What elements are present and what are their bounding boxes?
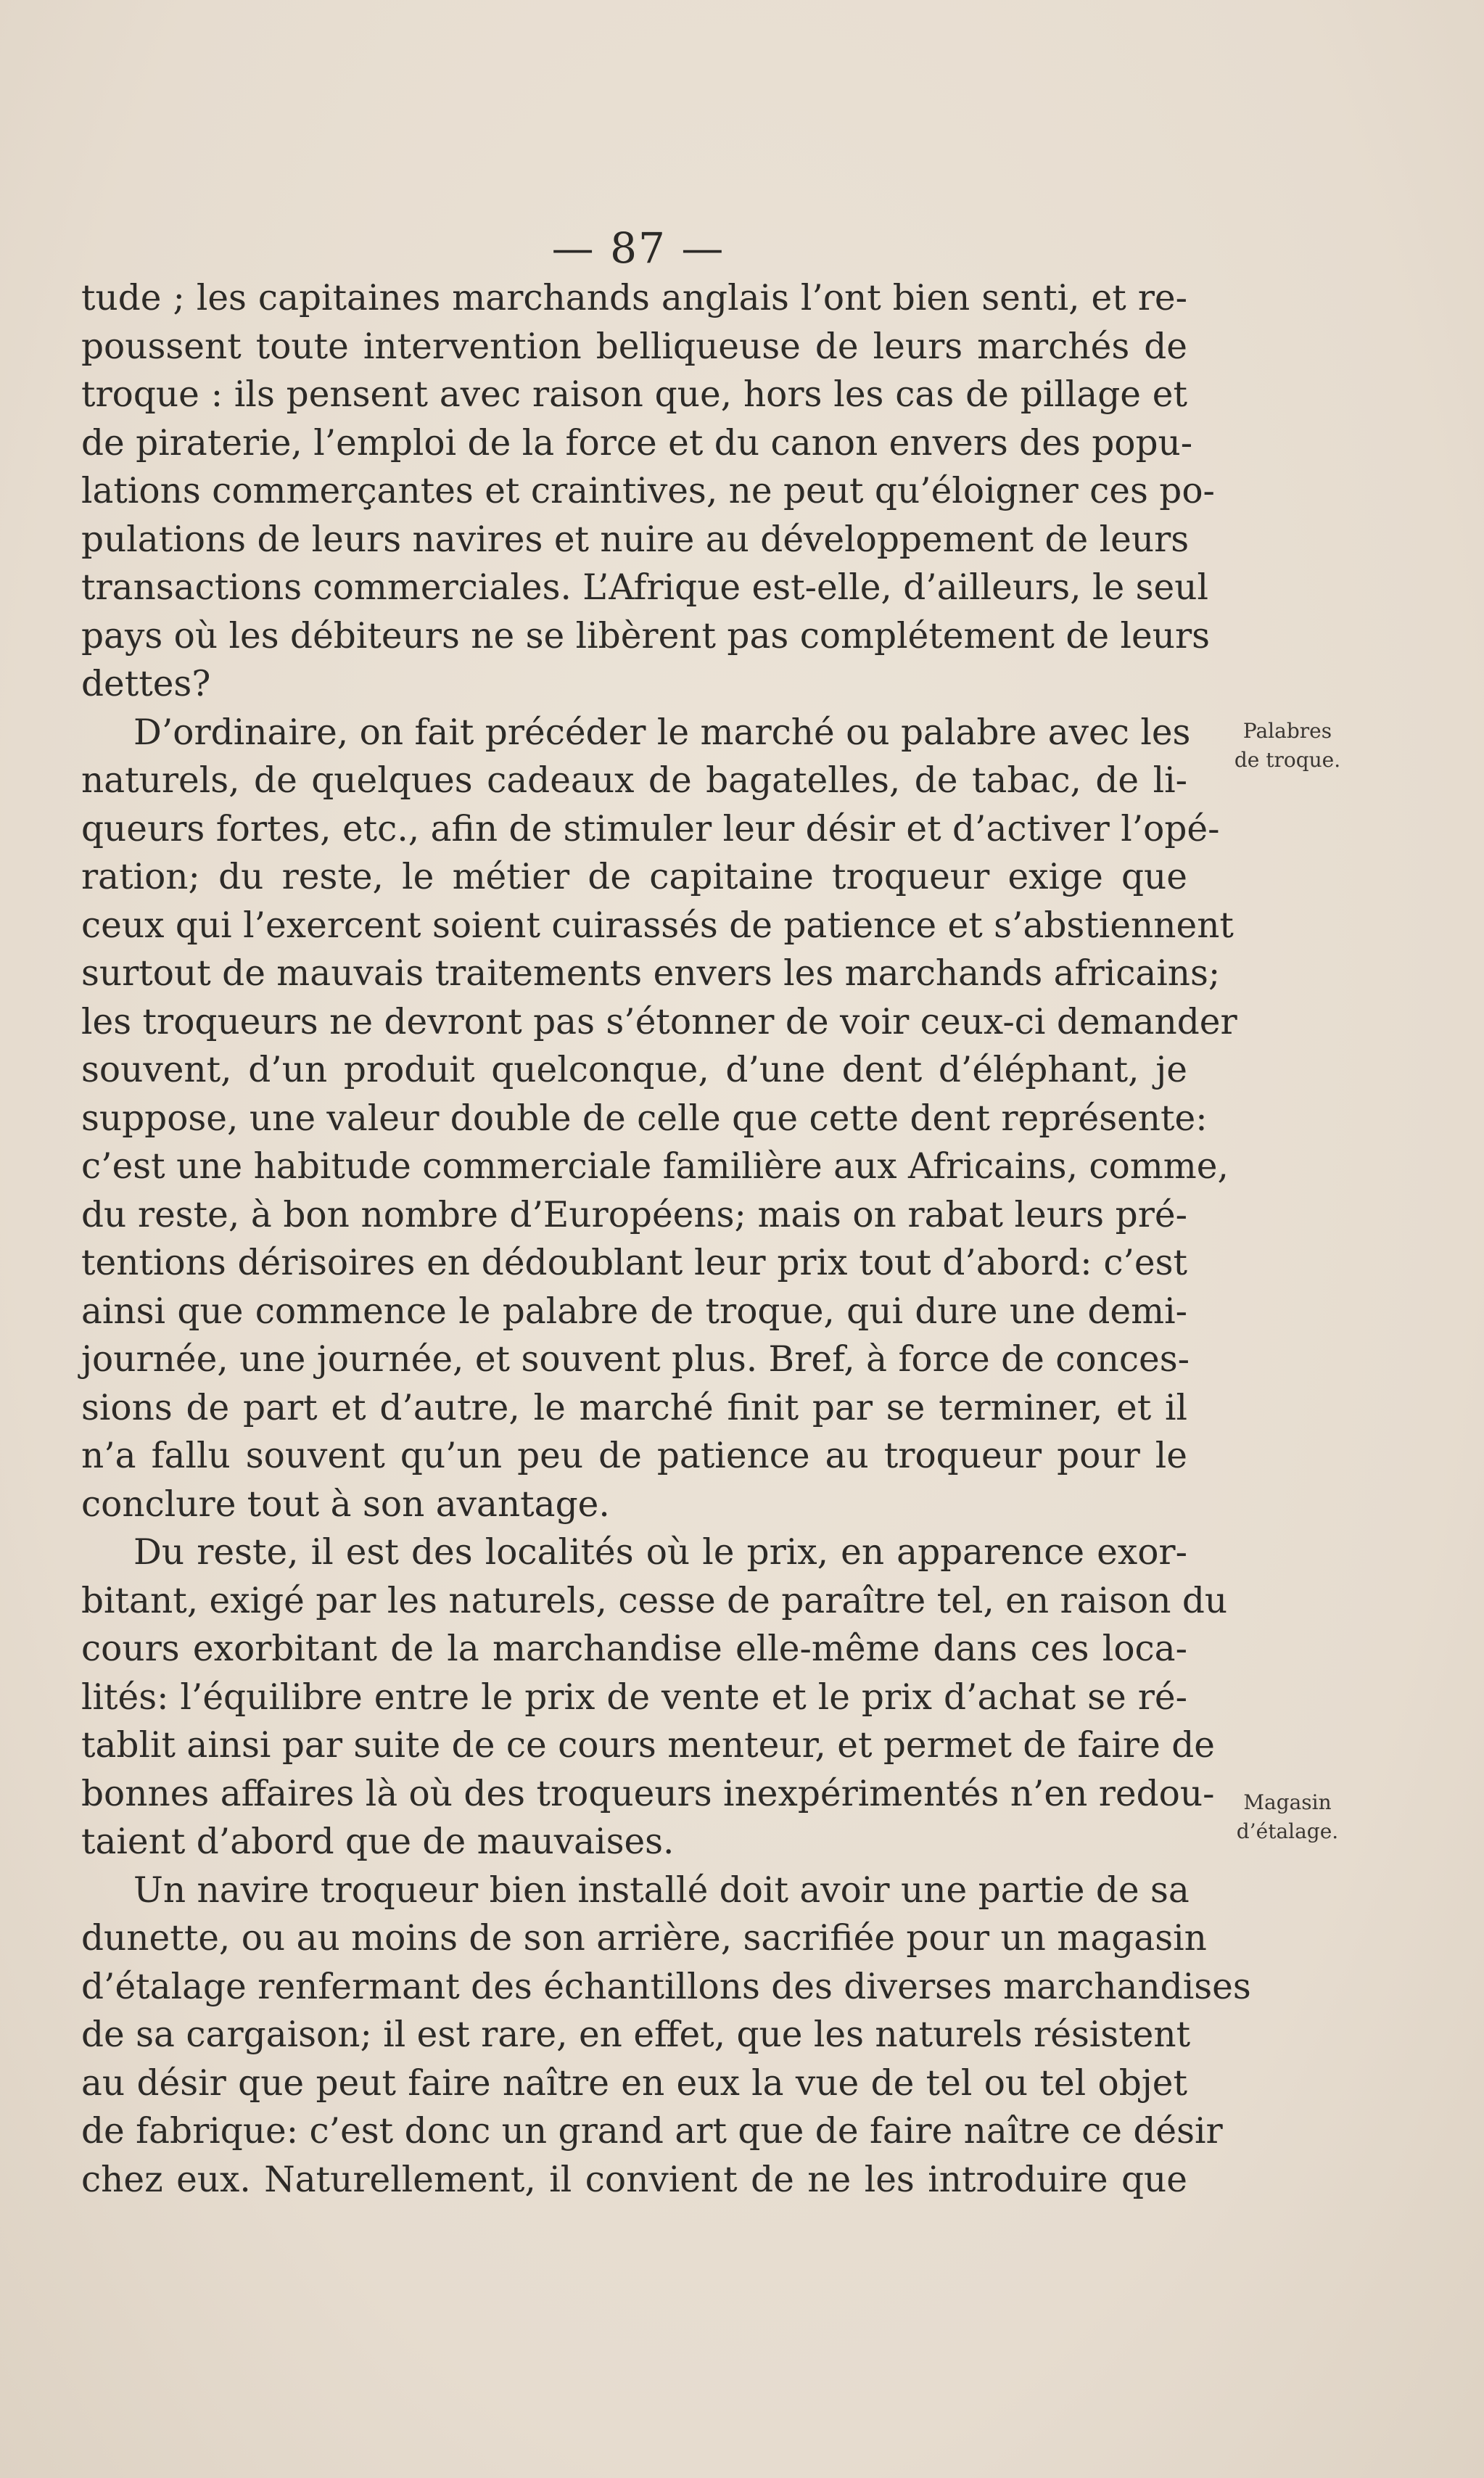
text-line: dettes?: [81, 664, 211, 704]
text-line: conclure tout à son avantage.: [81, 1483, 610, 1525]
text-line: pulations de leurs navires et nuire au développement de leurs: [81, 519, 1190, 560]
margin-note-magasin: [1200, 1788, 1374, 1846]
text-line: troque : ils pensent avec raison que, hors les cas de pillage et: [81, 374, 1187, 415]
text-line: n’a fallu souvent qu’un peu de patience au troqueur pour le: [81, 1436, 1187, 1476]
text-line: transactions commerciales. L’Afrique est-elle, d’ailleurs, le seul: [81, 567, 1208, 608]
text-line: c’est une habitude commerciale familière aux Africains, comme,: [81, 1146, 1229, 1187]
text-line: de fabrique: c’est donc un grand art que de faire naître ce désir: [81, 2111, 1223, 2152]
text-line: taient d’abord que de mauvaises.: [81, 1822, 675, 1862]
text-line: sions de part et d’autre, le marché finit par se terminer, et il: [81, 1387, 1187, 1428]
margin-note-line: d’étalage.: [1236, 1819, 1339, 1843]
text-line: au désir que peut faire naître en eux la vue de tel ou tel objet: [81, 2062, 1187, 2104]
paragraph-start-line: Du reste, il est des localités où le prix, en apparence exor-: [133, 1532, 1187, 1573]
text-line: de piraterie, l’emploi de la force et du canon envers des popu-: [81, 422, 1193, 464]
text-line: suppose, une valeur double de celle que cette dent représente:: [81, 1098, 1208, 1139]
text-line: surtout de mauvais traitements envers les marchands africains;: [81, 953, 1221, 994]
text-line: lations commerçantes et craintives, ne peut qu’éloigner ces po-: [81, 471, 1215, 511]
text-line: bonnes affaires là où des troqueurs inexpérimentés n’en redou-: [81, 1773, 1215, 1814]
text-line: bitant, exigé par les naturels, cesse de paraître tel, en raison du: [81, 1580, 1228, 1621]
text-line: de sa cargaison; il est rare, en effet, que les naturels résistent: [81, 2014, 1191, 2055]
text-line: souvent, d’un produit quelconque, d’une dent d’éléphant, je: [81, 1050, 1187, 1090]
text-line: ration; du reste, le métier de capitaine troqueur exige que: [81, 857, 1187, 897]
margin-note-line: Palabres: [1242, 719, 1332, 743]
margin-note-palabres: [1200, 717, 1374, 775]
paragraph-start-line: Un navire troqueur bien installé doit avoir une partie de sa: [133, 1869, 1190, 1911]
paragraph-start-line: D’ordinaire, on fait précéder le marché ou palabre avec les: [133, 712, 1191, 753]
text-line: queurs fortes, etc., afin de stimuler leur désir et d’activer l’opé-: [81, 808, 1220, 849]
text-line: ainsi que commence le palabre de troque, qui dure une demi-: [81, 1291, 1187, 1332]
text-line: tablit ainsi par suite de ce cours menteur, et permet de faire de: [81, 1725, 1215, 1766]
margin-note-line: Magasin: [1243, 1790, 1332, 1814]
text-line: tentions dérisoires en dédoublant leur prix tout d’abord: c’est: [81, 1243, 1187, 1283]
text-line: lités: l’équilibre entre le prix de vente et le prix d’achat se ré-: [81, 1676, 1187, 1718]
body-text: [81, 274, 1251, 2204]
page-number: — 87 —: [551, 223, 725, 273]
text-line: pays où les débiteurs ne se libèrent pas complétement de leurs: [81, 615, 1211, 656]
text-line: cours exorbitant de la marchandise elle-même dans ces loca-: [81, 1629, 1187, 1669]
text-line: naturels, de quelques cadeaux de bagatelles, de tabac, de li-: [81, 760, 1187, 801]
text-line: ceux qui l’exercent soient cuirassés de patience et s’abstiennent: [81, 905, 1234, 946]
margin-note-line: de troque.: [1234, 748, 1341, 772]
text-line: du reste, à bon nombre d’Européens; mais on rabat leurs pré-: [81, 1194, 1187, 1235]
text-line: chez eux. Naturellement, il convient de ne les introduire que: [81, 2159, 1187, 2200]
text-line: poussent toute intervention belliqueuse de leurs marchés de: [81, 326, 1187, 367]
text-line: d’étalage renfermant des échantillons des diverses marchandises: [81, 1966, 1251, 2007]
text-line: tude ; les capitaines marchands anglais l’ont bien senti, et re-: [81, 278, 1187, 318]
text-line: les troqueurs ne devront pas s’étonner de voir ceux-ci demander: [81, 1001, 1237, 1042]
text-line: journée, une journée, et souvent plus. Bref, à force de conces-: [81, 1339, 1190, 1380]
text-line: dunette, ou au moins de son arrière, sacrifiée pour un magasin: [81, 1918, 1207, 1959]
